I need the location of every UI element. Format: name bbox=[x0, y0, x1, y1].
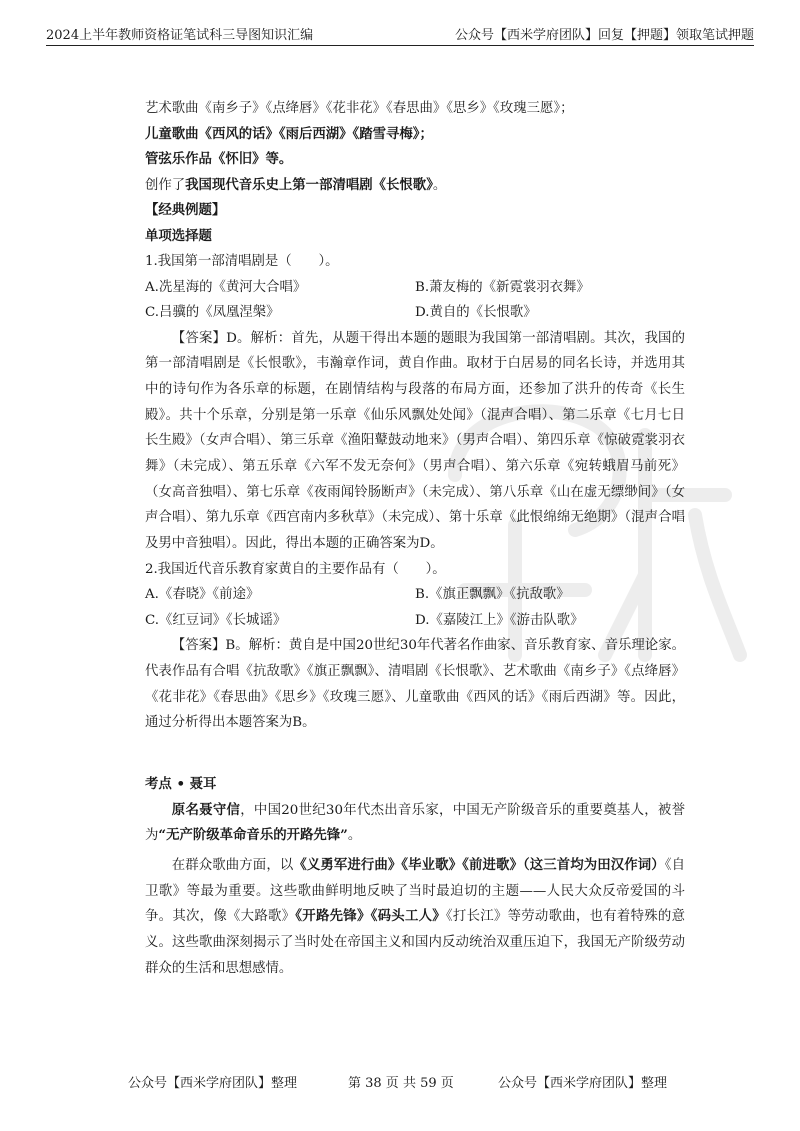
question-2-options-row-2 bbox=[145, 608, 685, 634]
question-2-option-a: A.《春晓》《前途》 bbox=[145, 587, 260, 603]
orchestral-line: 管弦乐作品《怀旧》等。 bbox=[145, 151, 293, 167]
question-2-option-d: D.《嘉陵江上》《游击队歌》 bbox=[415, 612, 584, 628]
art-songs-line: 艺术歌曲《南乡子》《点绛唇》《花非花》《春思曲》《思乡》《玫瑰三愿》； bbox=[145, 101, 574, 116]
nie-er-paragraph-2: 在群众歌曲方面，以《义勇军进行曲》《毕业歌》《前进歌》（这三首均为田汉作词）《自卫歌》等最为重要。这些歌曲鲜明地反映了当时最迫切的主题——人民大众反帝爱国的斗争。其次，像《大路歌》《开路先锋》《码头工人》《打长江》等劳动歌曲，也有着特殊的意义。这些歌曲深刻揭示了当时处在帝国主义和国内反动统治双重压迫下，我国无产阶级劳动群众的生活和思想感情。 bbox=[145, 857, 685, 976]
page-content bbox=[145, 96, 685, 982]
footer-right: 公众号【西米学府团队】整理 bbox=[498, 1076, 668, 1091]
question-1-options-row-1 bbox=[145, 275, 685, 301]
question-2-options-row-1 bbox=[145, 582, 685, 608]
examples-heading: 【经典例题】 bbox=[145, 202, 226, 218]
opera-prefix: 创作了 bbox=[145, 177, 186, 193]
nie-er-labor-songs: 《开路先锋》《码头工人》 bbox=[295, 908, 446, 925]
nie-er-paragraph-1: 原名聂守信，中国20世纪30年代杰出音乐家，中国无产阶级音乐的重要奠基人，被誉为“无产阶级革命音乐的开路先锋”。 bbox=[145, 801, 685, 844]
header-title: 2024上半年教师资格证笔试科三导图知识汇编 bbox=[46, 28, 314, 43]
header-promo: 公众号【西米学府团队】回复【押题】领取笔试押题 bbox=[454, 28, 754, 43]
question-2-option-c: C.《红豆词》《长城谣》 bbox=[145, 612, 287, 628]
question-2-option-b: B.《旗正飘飘》《抗敌歌》 bbox=[415, 587, 570, 603]
question-1: 1.我国第一部清唱剧是（ ）。 bbox=[145, 254, 339, 269]
page-header bbox=[46, 22, 754, 46]
question-1-option-c: C.吕骥的《凤凰涅槃》 bbox=[145, 305, 280, 320]
children-songs-line: 儿童歌曲《西风的话》《雨后西湖》《踏雪寻梅》； bbox=[145, 125, 433, 142]
opera-suffix: 。 bbox=[432, 177, 447, 193]
page-footer bbox=[128, 1072, 688, 1092]
question-2: 2.我国近代音乐教育家黄自的主要作品有（ ）。 bbox=[145, 561, 446, 577]
question-1-answer: 【答案】D。解析：首先，从题干得出本题的题眼为我国第一部清唱剧。其次，我国的第一部清唱剧是《长恨歌》，韦瀚章作词，黄自作曲。取材于白居易的同名长诗，并选用其中的诗句作为各乐章的标题，在剧情结构与段落的布局方面，还参加了洪升的传奇《长生殿》。共十个乐章，分别是第一乐章《仙乐风飘处处闻》（混声合唱）、第二乐章《七月七日长生殿》（女声合唱）、第三乐章《渔阳鼙鼓动地来》（男声合唱）、第四乐章《惊破霓裳羽衣舞》（未完成）、第五乐章《六军不发无奈何》（男声合唱）、第六乐章《宛转蛾眉马前死》（女高音独唱）、第七乐章《夜雨闻铃肠断声》（未完成）、第八乐章《山在虚无缥缈间》（女声合唱）、第九乐章《西宫南内多秋草》（未完成）、第十乐章《此恨绵绵无绝期》（混声合唱及男中音独唱）。因此，得出本题的正确答案为D。 bbox=[145, 330, 685, 552]
question-1-options-row-2 bbox=[145, 300, 685, 326]
nie-er-title-honor: “无产阶级革命音乐的开路先锋” bbox=[158, 827, 348, 844]
page-number: 第 38 页 共 59 页 bbox=[348, 1076, 454, 1091]
question-1-option-d: D.黄自的《长恨歌》 bbox=[415, 305, 537, 320]
topic-heading: 考点 • 聂耳 bbox=[145, 776, 217, 793]
nie-er-mass-songs: 《义勇军进行曲》《毕业歌》《前进歌》（这三首均为田汉作词） bbox=[293, 857, 665, 874]
section-heading: 单项选择题 bbox=[145, 227, 212, 244]
opera-title: 我国现代音乐史上第一部清唱剧《长恨歌》 bbox=[185, 176, 433, 193]
question-1-option-b: B.萧友梅的《新霓裳羽衣舞》 bbox=[415, 279, 590, 295]
nie-er-original-name: 原名聂守信 bbox=[171, 801, 241, 818]
question-1-option-a: A.冼星海的《黄河大合唱》 bbox=[145, 279, 307, 295]
question-2-answer: 【答案】B。解析：黄自是中国20世纪30年代著名作曲家、音乐教育家、音乐理论家。代表作品有合唱《抗敌歌》《旗正飘飘》、清唱剧《长恨歌》、艺术歌曲《南乡子》《点绛唇》《花非花》《春思曲》《思乡》《玫瑰三愿》、儿童歌曲《西风的话》《雨后西湖》等。因此，通过分析得出本题答案为B。 bbox=[145, 638, 685, 731]
opera-line bbox=[145, 173, 685, 199]
footer-left: 公众号【西米学府团队】整理 bbox=[128, 1076, 298, 1091]
